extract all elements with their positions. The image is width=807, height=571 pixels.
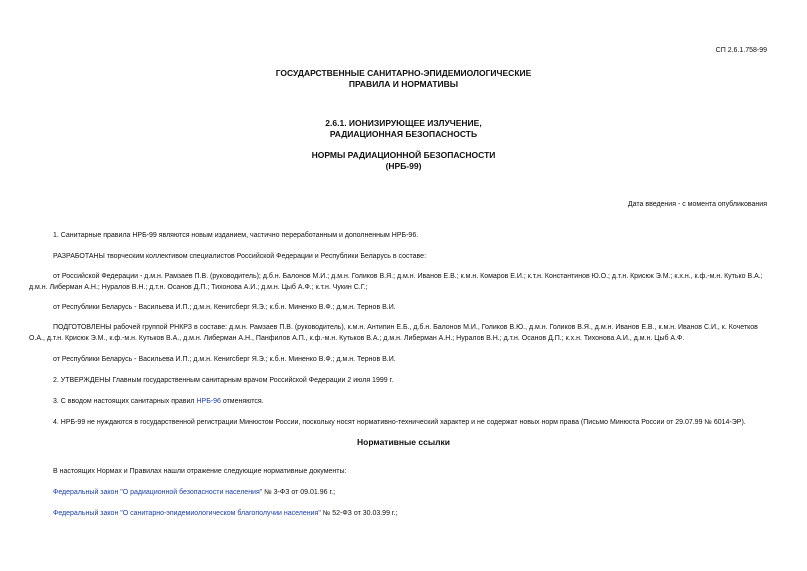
paragraph-6: от Республики Беларусь - Васильева И.П.; д.м.н. Кенигсберг Я.Э.; к.б.н. Миненко В.Ф.; д.м.н. Тернов В.И. — [53, 356, 396, 363]
document-code: СП 2.6.1.758-99 — [715, 47, 767, 54]
paragraph-4: от Республики Беларусь - Васильева И.П.; д.м.н. Кенигсберг Я.Э.; к.б.н. Миненко В.Ф.; д.м.н. Тернов В.И. — [53, 304, 396, 311]
document-title — [0, 150, 807, 172]
paragraph-3: от Российской Федерации - д.м.н. Рамзаев П.В. (руководитель); д.б.н. Балонов М.И.; д.м.н. Голиков В.Я.; д.м.н. Иванов Е.В.; к.м.н. Комаров Е.И.; к.т.н. Константинов Ю.О.; д.т.н. Крисюк Э.М.; к.х.н., к.ф.-м.н. Кутько В.А.; д.м.н. Либерман А.Н.; Нуралов В.Н.; д.т.н. Осанов Д.П.; Тихонова А.И.; д.м.н. Цыб А.Ф.; к.т.н. Чукин С.Г.; — [29, 273, 763, 291]
sanitary-welfare-law-link[interactable]: Федеральный закон "О санитарно-эпидемиологическом благополучии населения" — [53, 510, 321, 517]
reference-2 — [53, 508, 765, 519]
refs-intro: В настоящих Нормах и Правилах нашли отражение следующие нормативные документы: — [53, 468, 347, 475]
paragraph-8-prefix: 3. С вводом настоящих санитарных правил — [53, 398, 197, 405]
header-line-2: ПРАВИЛА И НОРМАТИВЫ — [348, 79, 459, 89]
section-line-2: РАДИАЦИОННАЯ БЕЗОПАСНОСТЬ — [329, 129, 478, 139]
paragraph-2: РАЗРАБОТАНЫ творческим коллективом специалистов Российской Федерации и Республики Беларусь в составе: — [53, 253, 427, 260]
reference-1 — [53, 487, 765, 498]
title-line-1: НОРМЫ РАДИАЦИОННОЙ БЕЗОПАСНОСТИ — [311, 150, 496, 160]
intro-date: Дата введения - с момента опубликования — [627, 201, 767, 208]
paragraph-5: ПОДГОТОВЛЕНЫ рабочей группой РНКРЗ в составе: д.м.н. Рамзаев П.В. (руководитель), к.м.н. Антипин Е.Б., д.б.н. Балонов М.И., Голиков В.Ю., д.м.н. Голиков В.Я., д.м.н. Иванов Е.В., к.м.н. Иванов С.И., к. Кочетков О.А., д.т.н. Крисюк Э.М., к.ф.-м.н. Кутьков В.А., д.м.н. Либерман А.Н., Панфилов А.П., к.ф.-м.н. Кутьков В.А.; д.м.н. Либерман А.Н.; Нуралов В.Н.; д.т.н. Осанов Д.П.; к.х.н. Тихонова А.И., д.м.н. Цыб А.Ф. — [29, 324, 758, 342]
paragraph-9: 4. НРБ-99 не нуждаются в государственной регистрации Минюстом России, поскольку носят нормативно-технический характер и не содержат новых норм права (Письмо Минюста России от 29.07.99 № 6014-ЭР). — [53, 419, 746, 426]
section-heading — [0, 118, 807, 140]
nrb-96-link[interactable]: НРБ-96 — [196, 398, 221, 405]
reference-1-suffix: № 3-ФЗ от 09.01.96 г.; — [262, 489, 336, 496]
header-line-1: ГОСУДАРСТВЕННЫЕ САНИТАРНО-ЭПИДЕМИОЛОГИЧЕСКИЕ — [275, 68, 532, 78]
paragraph-8-suffix: отменяются. — [220, 398, 264, 405]
radiation-safety-law-link[interactable]: Федеральный закон "О радиационной безопасности населения" — [53, 489, 263, 496]
reference-2-suffix: № 52-ФЗ от 30.03.99 г.; — [320, 510, 398, 517]
paragraph-1: 1. Санитарные правила НРБ-99 являются новым изданием, частично переработанным и дополненным НРБ-96. — [53, 232, 419, 239]
section-line-1: 2.6.1. ИОНИЗИРУЮЩЕЕ ИЗЛУЧЕНИЕ, — [325, 118, 482, 128]
refs-heading: Нормативные ссылки — [356, 437, 450, 447]
paragraph-8 — [53, 396, 765, 407]
paragraph-7: 2. УТВЕРЖДЕНЫ Главным государственным санитарным врачом Российской Федерации 2 июля 1999 г. — [53, 377, 394, 384]
title-line-2: (НРБ-99) — [385, 161, 422, 171]
document-header — [0, 68, 807, 90]
